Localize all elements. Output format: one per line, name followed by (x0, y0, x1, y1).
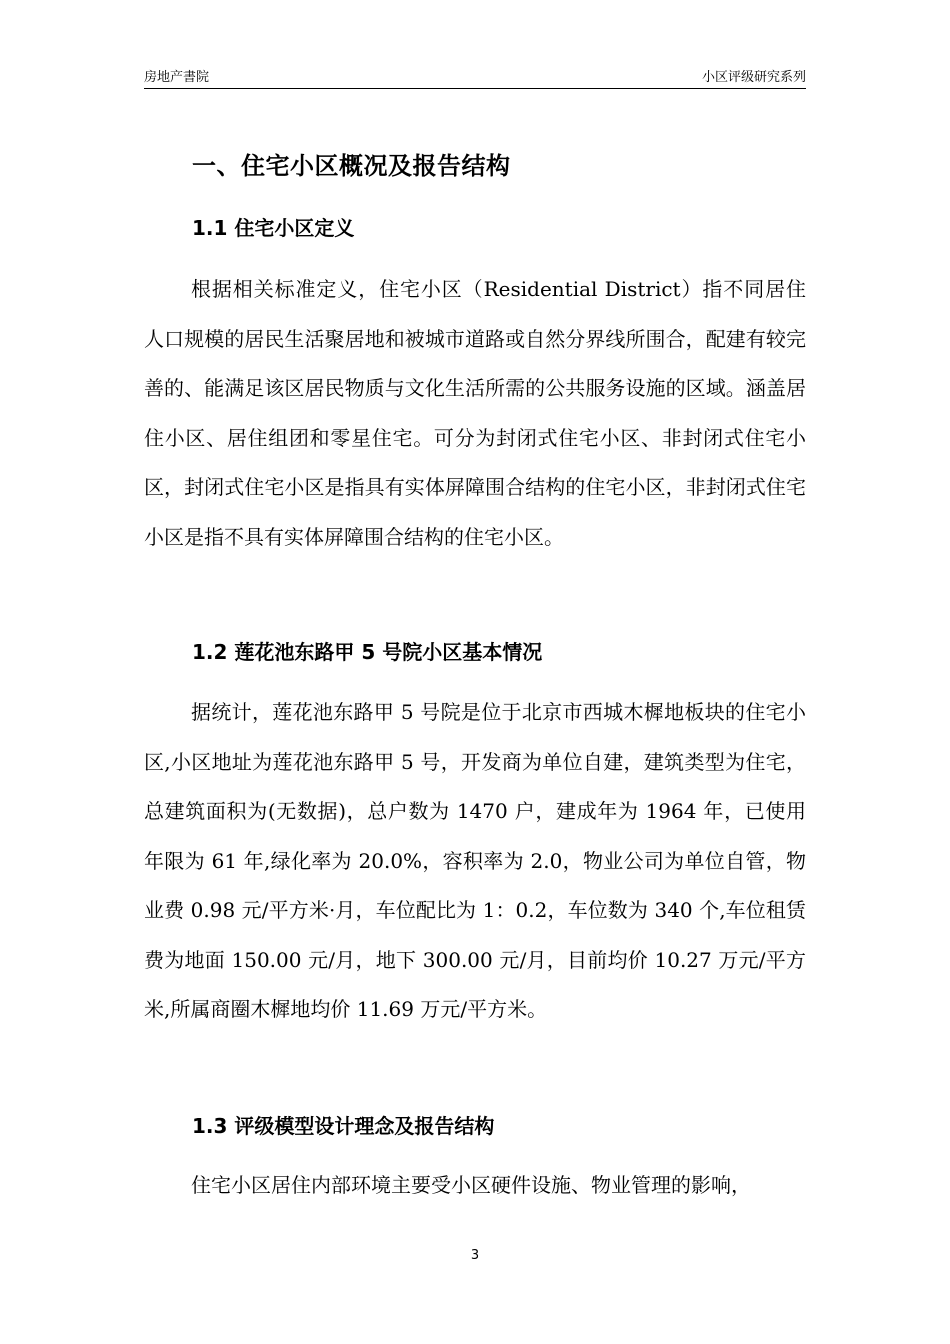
header-publisher: 房地产書院 (144, 70, 210, 85)
paragraph-model-design: 住宅小区居住内部环境主要受小区硬件设施、物业管理的影响， (191, 1173, 751, 1197)
paragraph-basic-info: 据统计，莲花池东路甲 5 号院是位于北京市西城木樨地板块的住宅小区,小区地址为莲花池东路甲 5 号，开发商为单位自建，建筑类型为住宅，总建筑面积为(无数据)，总户数为 1470 户，建成年为 1964 年，已使用年限为 61 年,绿化率为 20.0%，容积率为 2.0，物业公司为单位自管，物业费 0.98 元/平方米·月，车位配比为 1：0.2，车位数为 340 个,车位租赁费为地面 150.00 元/月，地下 300.00 元/月，目前均价 10.27 万元/平方米,所属商圈木樨地均价 11.69 万元/平方米。 (144, 700, 806, 1021)
subsection-title-1-3: 1.3 评级模型设计理念及报告结构 (192, 1114, 495, 1138)
paragraph-definition: 根据相关标准定义，住宅小区（Residential District）指不同居住人口规模的居民生活聚居地和被城市道路或自然分界线所围合，配建有较完善的、能满足该区居民物质与文化生活所需的公共服务设施的区域。涵盖居住小区、居住组团和零星住宅。可分为封闭式住宅小区、非封闭式住宅小区，封闭式住宅小区是指具有实体屏障围合结构的住宅小区，非封闭式住宅小区是指不具有实体屏障围合结构的住宅小区。 (144, 277, 806, 549)
subsection-title-1-1: 1.1 住宅小区定义 (192, 216, 355, 240)
page-number: 3 (470, 1248, 480, 1263)
section-title: 一、住宅小区概况及报告结构 (192, 152, 511, 180)
header-series-title: 小区评级研究系列 (701, 70, 806, 85)
subsection-title-1-2: 1.2 莲花池东路甲 5 号院小区基本情况 (192, 640, 543, 664)
